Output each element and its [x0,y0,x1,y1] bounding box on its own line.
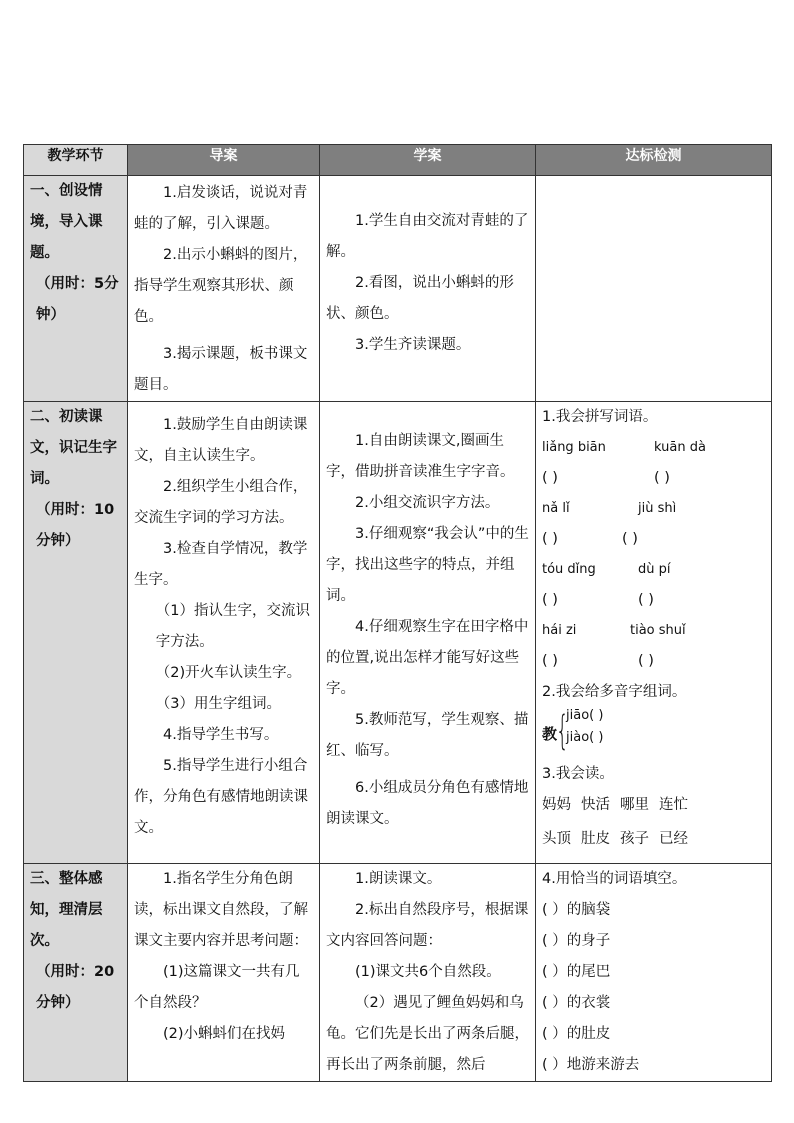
pinyin-row [542,494,765,525]
guide-item: 2.出示小蝌蚪的图片，指导学生观察其形状、颜色。 [134,247,308,325]
answer-blank: ( ) [654,470,670,486]
guide-item: 4.指导学生书写。 [163,727,279,743]
stage-title: 一、创设情境，导入课题。 [30,183,103,261]
study-item: 6.小组成员分角色有感情地朗读课文。 [326,780,529,827]
pinyin-word: tóu dǐng [542,561,596,577]
pinyin-row [542,433,765,464]
answer-row [542,646,765,677]
header-row [24,145,772,176]
guide-item: 1.指名学生分角色朗读，标出课文自然段，了解课文主要内容并思考问题： [134,871,308,949]
read-word: 连忙 [659,796,688,813]
read-word: 孩子 [620,831,649,847]
question-1: 1.我会拼写词语。 [542,409,658,425]
study-item: (1)课文共6个自然段。 [355,964,501,980]
study-item: 5.教师范写，学生观察、描红、临写。 [326,712,529,759]
guide-item: 1.启发谈话，说说对青蛙的了解，引入课题。 [134,185,308,232]
table-row [24,402,772,864]
study-item: 3.学生齐读课题。 [355,337,471,353]
answer-blank: ( ) [542,531,558,547]
fill-item: ( ）的脑袋 [542,902,611,918]
answer-blank: ( ) [542,470,558,486]
study-item: 4.仔细观察生字在田字格中的位置,说出怎样才能写好这些字。 [326,619,529,697]
table-row [24,176,772,402]
polyphone-group [542,708,765,755]
fill-item: ( ）的尾巴 [542,964,611,980]
guide-item: 1.鼓励学生自由朗读课文，自主认读生字。 [134,417,308,464]
header-guide-plan: 导案 [128,145,320,176]
study-cell [320,864,536,1082]
polyphone-reading: jiāo( ) [566,708,604,723]
guide-item: （2)开火车认读生字。 [155,665,302,681]
study-item: 2.标出自然段序号，根据课文内容回答问题： [326,902,529,949]
guide-item: 2.组织学生小组合作，交流生字词的学习方法。 [134,479,308,526]
fill-item: ( ）的身子 [542,933,611,949]
answer-blank: ( ) [622,531,638,547]
read-word: 肚皮 [581,831,610,847]
guide-item: 3.检查自学情况，教学生字。 [134,541,308,588]
answer-row [542,524,765,555]
answer-blank: ( ) [638,592,654,608]
polyphone-char: 教 [542,725,558,743]
answer-blank: ( ) [542,592,558,608]
word-row [542,790,765,821]
study-cell [320,176,536,402]
answer-row [542,463,765,494]
guide-item: （3）用生字组词。 [155,696,281,712]
word-row [542,824,765,855]
study-cell [320,402,536,864]
stage-time: （用时：10分钟） [36,502,115,549]
header-assessment: 达标检测 [536,145,772,176]
stage-time: （用时：5分钟） [36,276,119,323]
fill-item: ( ）的衣裳 [542,995,611,1011]
guide-item: 3.揭示课题，板书课文题目。 [134,346,308,393]
stage-title: 三、整体感知，理清层次。 [30,871,103,949]
study-item: 1.朗读课文。 [355,871,442,887]
stage-title: 二、初读课文，识记生字词。 [30,409,117,487]
answer-row [542,585,765,616]
assessment-cell [536,402,772,864]
fill-item: ( ）的肚皮 [542,1026,611,1042]
guide-cell [128,176,320,402]
read-word: 妈妈 [542,796,571,813]
assessment-cell [536,864,772,1082]
pinyin-word: nǎ lǐ [542,500,570,516]
pinyin-word: kuān dà [654,439,706,455]
pinyin-word: hái zi [542,622,577,638]
fill-item: ( ）地游来游去 [542,1057,640,1073]
stage-label-cell [24,176,128,402]
guide-cell [128,864,320,1082]
pinyin-word: jiù shì [638,500,677,516]
question-4: 4.用恰当的词语填空。 [542,871,687,887]
stage-time: （用时：20分钟） [36,964,115,1011]
study-item: 2.小组交流识字方法。 [355,495,500,511]
header-study-plan: 学案 [320,145,536,176]
assessment-cell [536,176,772,402]
pinyin-word: liǎng biān [542,439,606,455]
guide-cell [128,402,320,864]
stage-label-cell [24,402,128,864]
study-item: （2）遇见了鲤鱼妈妈和乌龟。它们先是长出了两条后腿，再长出了两条前腿，然后 [326,995,529,1073]
read-word: 已经 [659,831,688,847]
study-item: 3.仔细观察“我会认”中的生字，找出这些字的特点，并组词。 [326,526,529,604]
lesson-plan-table [23,144,772,1082]
question-2: 2.我会给多音字组词。 [542,683,687,700]
answer-blank: ( ) [542,653,558,669]
brace-icon: { [556,708,569,754]
read-word: 哪里 [620,796,649,813]
answer-blank: ( ) [638,653,654,669]
study-item: 1.学生自由交流对青蛙的了解。 [326,213,529,260]
guide-item: （1）指认生字，交流识字方法。 [155,603,310,650]
guide-item: (2)小蝌蚪们在找妈 [163,1026,286,1042]
stage-label-cell [24,864,128,1082]
study-item: 2.看图，说出小蝌蚪的形状、颜色。 [326,275,514,322]
pinyin-word: tiào shuǐ [630,622,686,638]
pinyin-row [542,555,765,586]
header-teaching-stage: 教学环节 [24,145,128,176]
read-word: 头顶 [542,831,571,847]
question-3: 3.我会读。 [542,766,614,782]
polyphone-reading: jiào( ) [566,730,604,745]
table-row [24,864,772,1082]
read-word: 快活 [581,796,610,813]
study-item: 1.自由朗读课文,圈画生字，借助拼音读准生字字音。 [326,433,515,480]
pinyin-word: dù pí [638,561,671,577]
guide-item: 5.指导学生进行小组合作，分角色有感情地朗读课文。 [134,758,308,836]
pinyin-row [542,616,765,647]
guide-item: (1)这篇课文一共有几个自然段？ [134,964,300,1011]
